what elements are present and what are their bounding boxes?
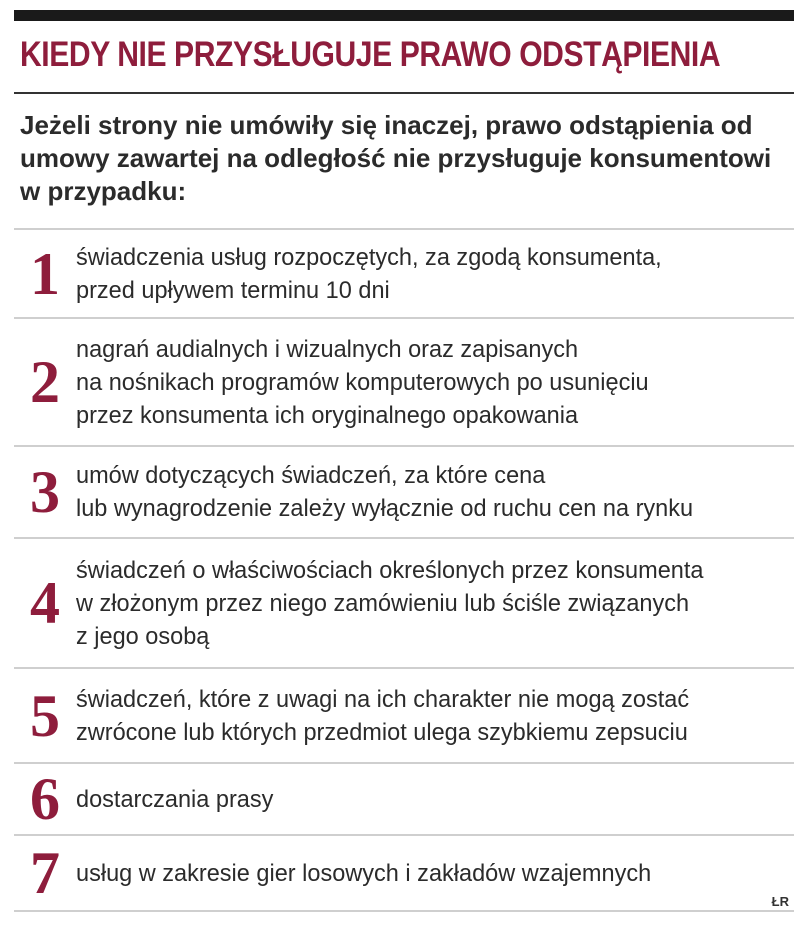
list-item: [14, 228, 794, 317]
title-divider: [14, 92, 794, 94]
list-item: [14, 537, 794, 667]
top-bar: [14, 10, 794, 21]
item-number: 3: [30, 459, 60, 525]
list-item: [14, 317, 794, 445]
page-title: KIEDY NIE PRZYSŁUGUJE PRAWO ODSTĄPIENIA: [20, 35, 721, 74]
list-item: [14, 762, 794, 834]
item-number: 4: [30, 570, 60, 636]
author-credit: ŁR: [771, 894, 789, 909]
item-number: 1: [30, 240, 60, 307]
item-text: świadczeń, które z uwagi na ich charakter nie mogą zostać zwrócone lub których przedmiot ulega szybkiemu zepsuciu: [76, 685, 690, 746]
list-item: [14, 667, 794, 762]
intro-text: Jeżeli strony nie umówiły się inaczej, prawo odstąpienia od umowy zawartej na odległość nie przysługuje konsumentowi w przypadku:: [20, 110, 772, 206]
exceptions-list: [14, 228, 794, 912]
list-item: [14, 834, 794, 912]
item-number: 6: [30, 766, 60, 832]
item-text: świadczenia usług rozpoczętych, za zgodą konsumenta, przed upływem terminu 10 dni: [76, 243, 662, 304]
item-text: usług w zakresie gier losowych i zakładów wzajemnych: [76, 859, 652, 887]
item-text: nagrań audialnych i wizualnych oraz zapisanych na nośnikach programów komputerowych po usunięciu przez konsumenta ich oryginalnego opakowania: [76, 335, 649, 429]
item-text: dostarczania prasy: [76, 785, 274, 813]
item-number: 5: [30, 682, 60, 749]
item-text: świadczeń o właściwościach określonych przez konsumenta w złożonym przez niego zamówieniu lub ściśle związanych z jego osobą: [76, 556, 704, 650]
item-number: 2: [30, 349, 60, 415]
list-item: [14, 445, 794, 537]
item-number: 7: [30, 840, 60, 906]
item-text: umów dotyczących świadczeń, za które cena lub wynagrodzenie zależy wyłącznie od ruchu cen na rynku: [76, 462, 694, 522]
